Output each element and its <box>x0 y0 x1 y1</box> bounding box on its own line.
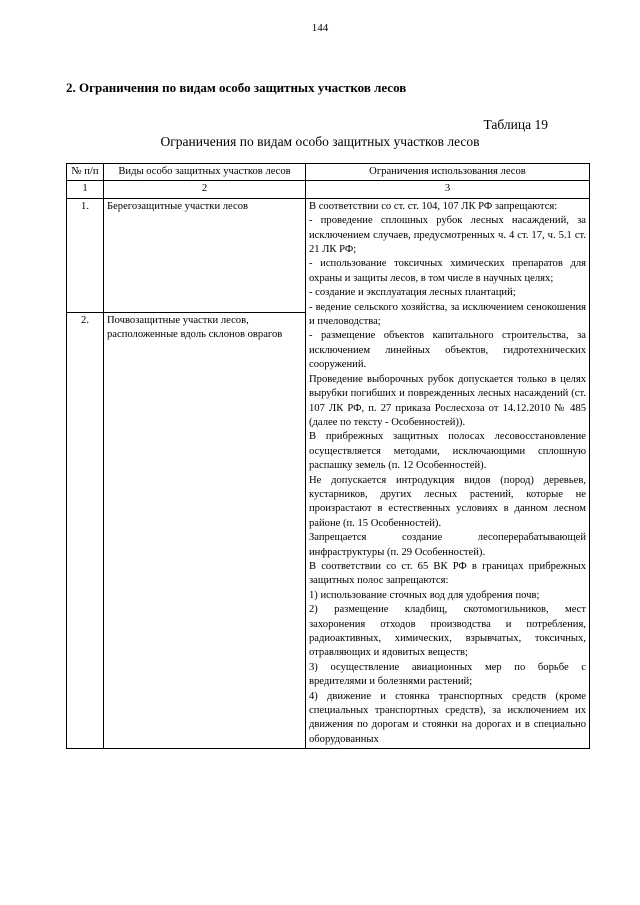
restrictions-table <box>66 163 590 749</box>
restriction-line: - создание и эксплуатация лесных плантаций; <box>309 287 516 299</box>
restriction-line: 2) размещение кладбищ, скотомогильников, мест захоронения отходов производства и потребления, радиоактивных, химических, взрывчатых, токсичных, отравляющих и ядовитых веществ; <box>309 604 586 659</box>
header-num: № п/п <box>67 164 104 181</box>
restriction-line: - ведение сельского хозяйства, за исключением сенокошения и пчеловодства; <box>309 301 586 328</box>
restriction-line: В соответствии со ст. 65 ВК РФ в границах прибрежных защитных полос запрещаются: <box>309 560 586 587</box>
restriction-line: - использование токсичных химических препаратов для охраны и защиты лесов, в том числе в научных целях; <box>309 258 586 284</box>
column-number: 2 <box>104 181 306 198</box>
restriction-line: 3) осуществление авиационных мер по борьбе с вредителями и болезнями растений; <box>309 661 586 688</box>
restriction-line: В соответствии со ст. ст. 104, 107 ЛК РФ запрещаются: <box>309 200 558 212</box>
restriction-line: В прибрежных защитных полосах лесовосстановление осуществляется методами, исключающими сплошную распашку земель (п. 12 Особенностей). <box>309 431 586 472</box>
restriction-line: Проведение выборочных рубок допускается только в целях вырубки погибших и поврежденных лесных насаждений (ст. 107 ЛК РФ, п. 27 приказа Рослесхоза от 14.12.2010 № 485 (далее по тексту - Особенностей)). <box>309 373 586 428</box>
row-type: Почвозащитные участки лесов, расположенные вдоль склонов оврагов <box>104 312 306 748</box>
header-type: Виды особо защитных участков лесов <box>104 164 306 181</box>
page-number: 144 <box>311 22 329 34</box>
header-restrictions: Ограничения использования лесов <box>306 164 590 181</box>
section-title: 2. Ограничения по видам особо защитных участков лесов <box>66 80 407 95</box>
table-header-row <box>67 164 590 181</box>
restriction-line: 1) использование сточных вод для удобрения почв; <box>309 589 540 601</box>
table-row <box>67 198 590 312</box>
restriction-line: Запрещается создание лесоперерабатывающей инфраструктуры (п. 29 Особенностей). <box>309 532 586 558</box>
row-num: 2. <box>67 312 104 748</box>
restriction-line: Не допускается интродукция видов (пород) деревьев, кустарников, других лесных растений, которые не произрастают в естественных условиях в данном лесном районе (п. 15 Особенностей). <box>309 474 586 529</box>
column-numbers-row <box>67 181 590 198</box>
restriction-line: - проведение сплошных рубок лесных насаждений, за исключением случаев, предусмотренных ч. 4 ст. 17, ч. 5.1 ст. 21 ЛК РФ; <box>309 215 586 256</box>
restrictions-cell <box>306 198 590 748</box>
restriction-line: 4) движение и стоянка транспортных средств (кроме специальных транспортных средств), за исключением их движения по дорогам и стоянки на дорогах и в специально оборудованных <box>309 690 586 745</box>
column-number: 1 <box>67 181 104 198</box>
column-number: 3 <box>306 181 590 198</box>
restriction-line: - размещение объектов капитального строительства, за исключением линейных объектов, гидротехнических сооружений. <box>309 330 586 371</box>
row-type: Берегозащитные участки лесов <box>104 198 306 312</box>
row-num: 1. <box>67 198 104 312</box>
table-label: Таблица 19 <box>483 117 548 132</box>
table-title: Ограничения по видам особо защитных участков лесов <box>160 134 480 149</box>
